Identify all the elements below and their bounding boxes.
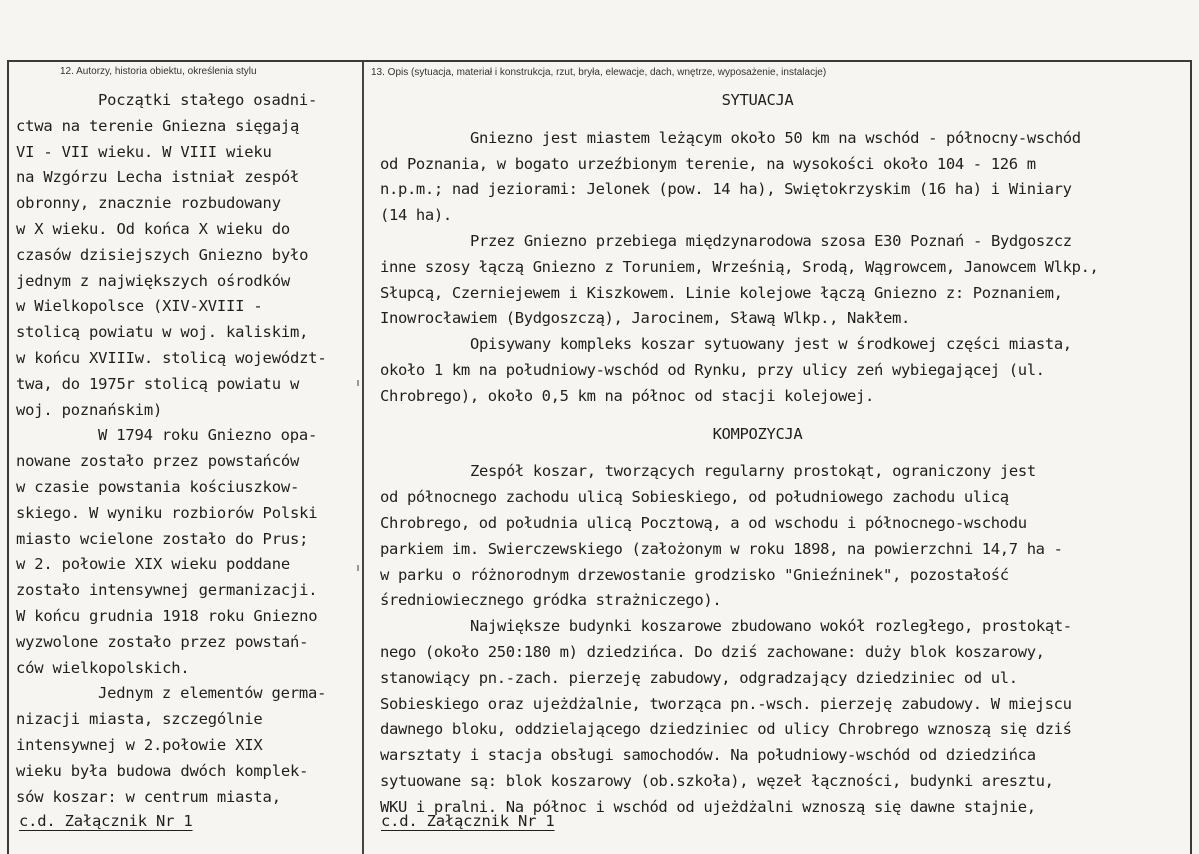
section-heading-sytuacja: SYTUACJA [721, 91, 794, 109]
text-line: czasów dzisiejszych Gniezno było [16, 245, 309, 264]
text-line: Zespół koszar, tworzących regularny prostokąt, ograniczony jest [470, 462, 1036, 481]
text-line: VI - VII wieku. W VIII wieku [16, 142, 272, 161]
text-line: Inowrocławiem (Bydgoszczą), Jarocinem, Sławą Wlkp., Nakłem. [380, 309, 910, 328]
text-line: nego (około 250:180 m) dziedzińca. Do dziś zachowane: duży blok koszarowy, [380, 642, 1045, 661]
text-line: Sobieskiego oraz ujeżdżalnie, tworząca pn.-wsch. pierzeję zabudowy. W miejscu [380, 694, 1072, 713]
text-line: Chrobrego, od południa ulicą Pocztową, a od wschodu i północnego-wschodu [380, 513, 1027, 532]
scan-mark [357, 380, 359, 386]
text-line: Jednym z elementów germa- [98, 684, 327, 703]
text-line: WKU i pralni. Na północ i wschód od ujeżdżalni wznoszą się dawne stajnie, [380, 797, 1036, 816]
description-column [380, 88, 1180, 821]
text-line: W końcu grudnia 1918 roku Gniezno [16, 606, 318, 625]
text-line: Początki stałego osadni- [98, 91, 318, 109]
text-line: sytuowane są: blok koszarowy (ob.szkoła), węzeł łączności, budynki aresztu, [380, 771, 1054, 790]
right-column-header: 13. Opis (sytuacja, materiał i konstrukcja, rzut, bryła, elewacje, dach, wnętrze, wyposażenie, instalacje) [371, 67, 827, 78]
text-line: ctwa na terenie Gniezna sięgają [16, 116, 300, 135]
text-line: w 2. połowie XIX wieku poddane [16, 555, 290, 574]
text-line: obronny, znacznie rozbudowany [16, 194, 281, 213]
right-footer-annex: c.d. Załącznik Nr 1 [381, 812, 555, 830]
text-line: twa, do 1975r stolicą powiatu w [16, 374, 300, 393]
text-line: Gniezno jest miastem leżącym około 50 km na wschód - północny-wschód [470, 128, 1081, 147]
left-column-header: 12. Autorzy, historia obiektu, określenia stylu [60, 66, 257, 77]
text-line: parkiem im. Swierczewskiego (założonym w roku 1898, na powierzchni 14,7 ha - [380, 539, 1063, 558]
text-line: wieku była budowa dwóch komplek- [16, 761, 309, 780]
text-line: średniowiecznego gródka strażniczego). [380, 591, 722, 610]
section-heading-kompozycja: KOMPOZYCJA [712, 424, 803, 443]
text-line: sów koszar: w centrum miasta, [16, 787, 281, 806]
text-line: od Poznania, w bogato urzeźbionym terenie, na wysokości około 104 - 126 m [380, 154, 1036, 173]
column-divider [362, 62, 364, 854]
text-line: w parku o różnorodnym drzewostanie grodzisko "Gnieźninek", pozostałość [380, 565, 1009, 584]
text-line: skiego. W wyniku rozbiorów Polski [16, 503, 318, 522]
text-line: w Wielkopolsce (XIV-XVIII - [16, 297, 263, 316]
text-line: wyzwolone zostało przez powstań- [16, 632, 309, 651]
text-line: warsztaty i stacja obsługi samochodów. Na południowy-wschód od dziedzińca [380, 746, 1036, 765]
text-line: woj. poznańskim) [16, 400, 163, 419]
text-line: około 1 km na południowy-wschód od Rynku, przy ulicy zeń wybiegającej (ul. [380, 360, 1045, 379]
text-line: miasto wcielone zostało do Prus; [16, 529, 309, 548]
scan-mark [357, 565, 359, 571]
text-line: jednym z największych ośrodków [16, 271, 290, 290]
text-line: dawnego bloku, oddzielającego dziedziniec od ulicy Chrobrego wznoszą się dziś [380, 720, 1072, 739]
text-line: stolicą powiatu w woj. kaliskim, [16, 323, 309, 342]
text-line: nizacji miasta, szczególnie [16, 710, 263, 729]
text-line: Największe budynki koszarowe zbudowano wokół rozległego, prostokąt- [470, 617, 1072, 636]
text-line: (14 ha). [380, 206, 452, 225]
text-line: Przez Gniezno przebiega międzynarodowa szosa E30 Poznań - Bydgoszcz [470, 231, 1072, 250]
text-line: w X wieku. Od końca X wieku do [16, 219, 290, 238]
text-line: Opisywany kompleks koszar sytuowany jest w środkowej części miasta, [470, 335, 1072, 354]
text-line: ców wielkopolskich. [16, 658, 190, 677]
text-line: W 1794 roku Gniezno opa- [98, 426, 318, 445]
text-line: nowane zostało przez powstańców [16, 452, 300, 471]
text-line: n.p.m.; nad jeziorami: Jelonek (pow. 14 ha), Swiętokrzyskim (16 ha) i Winiary [380, 180, 1072, 199]
text-line: Słupcą, Czerniejewem i Kiszkowem. Linie kolejowe łączą Gniezno z: Poznaniem, [380, 283, 1063, 302]
text-line: zostało intensywnej germanizacji. [16, 581, 318, 600]
text-line: od północnego zachodu ulicą Sobieskiego, od południowego zachodu ulicą [380, 488, 1009, 507]
text-line: w końcu XVIIIw. stolicą województ- [16, 348, 327, 367]
text-line: Chrobrego), około 0,5 km na północ od stacji kolejowej. [380, 386, 874, 405]
history-column [16, 88, 356, 810]
text-line: na Wzgórzu Lecha istniał zespół [16, 168, 300, 187]
text-line: w czasie powstania kościuszkow- [16, 477, 300, 496]
left-footer-annex: c.d. Załącznik Nr 1 [19, 812, 193, 830]
text-line: inne szosy łączą Gniezno z Toruniem, Wrześnią, Srodą, Wągrowcem, Janowcem Wlkp., [380, 257, 1099, 276]
text-line: stanowiący pn.-zach. pierzeję zabudowy, odgradzający dziedziniec od ul. [380, 668, 1018, 687]
text-line: intensywnej w 2.połowie XIX [16, 735, 263, 754]
